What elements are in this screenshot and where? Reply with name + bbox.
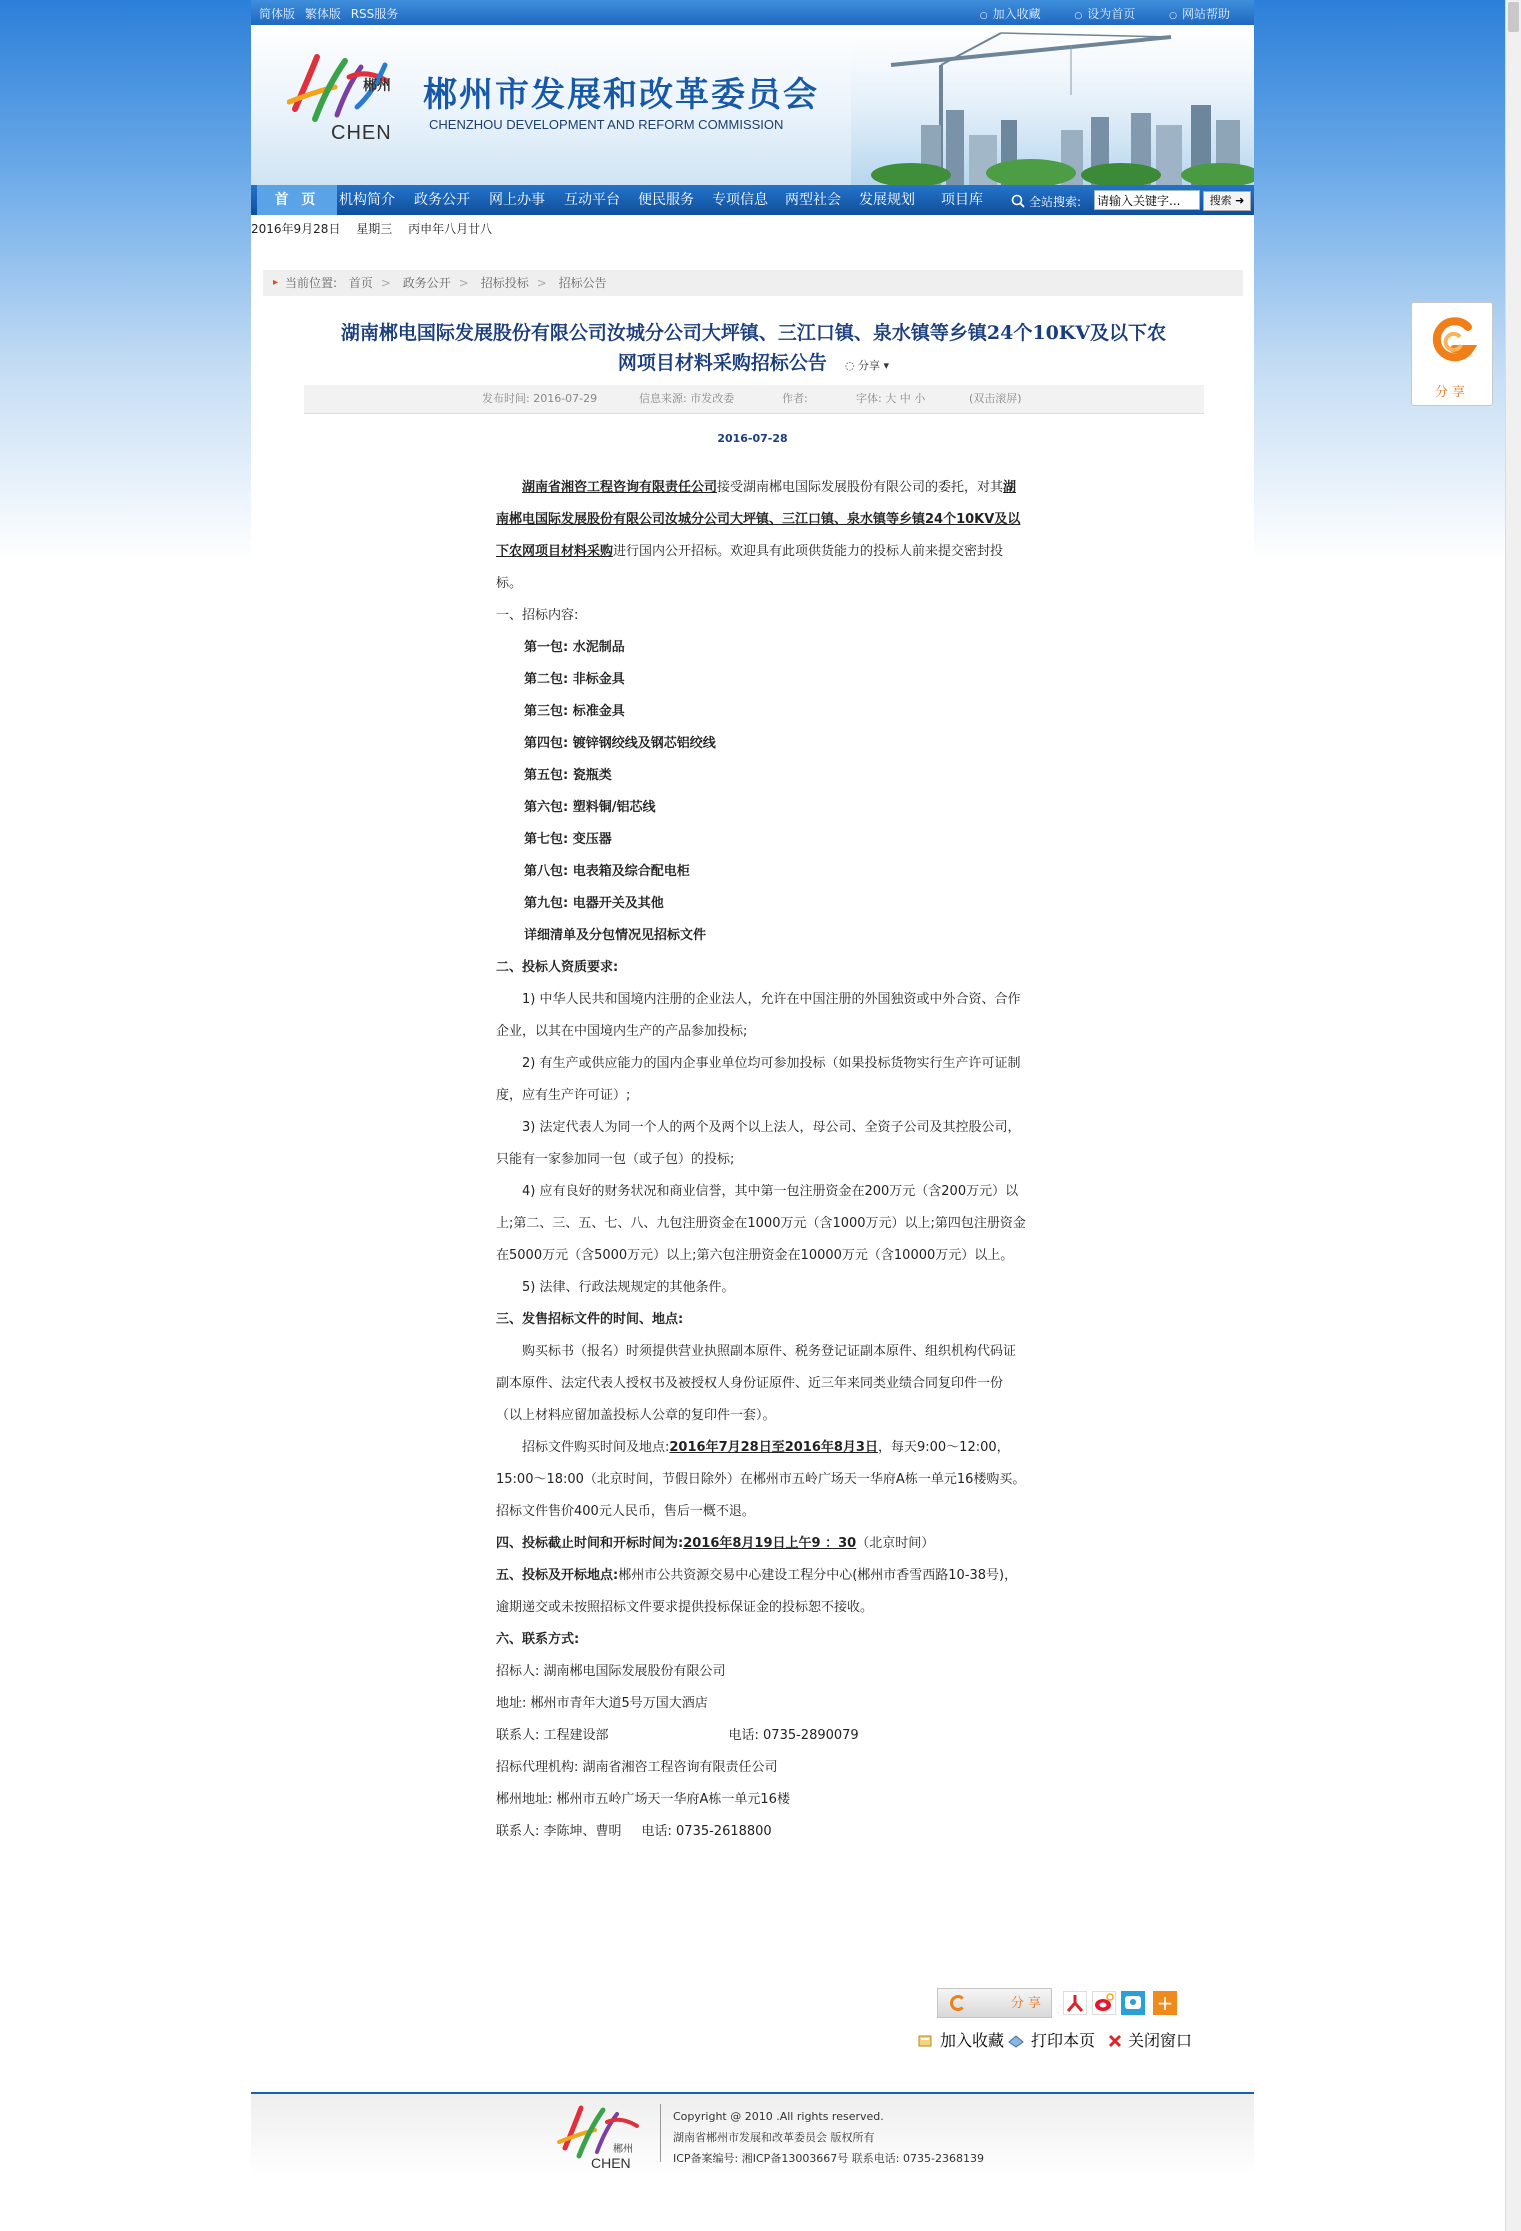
package-item: 第四包: 镀锌钢绞线及钢芯铝绞线 [524, 736, 716, 751]
bookmark-label: 加入收藏 [940, 2031, 1005, 2050]
purchase-time-label: 招标文件购买时间及地点: [522, 1440, 670, 1455]
section5-title: 五、投标及开标地点: [496, 1568, 619, 1583]
page-container [251, 0, 1254, 2231]
qualification-item: 2) 有生产或供应能力的国内企事业单位均可参加投标（如果投标货物实行生产许可证制度，应有生产许可证）; [496, 1056, 1021, 1103]
intro-text-2: 进行国内公开招标。欢迎具有此项供货能力的投标人前来提交密封投标。 [496, 544, 1004, 591]
search-input[interactable] [1094, 190, 1200, 210]
print-label: 打印本页 [1031, 2031, 1096, 2050]
rss-link[interactable]: RSS服务 [350, 7, 399, 21]
section4 [496, 1528, 1026, 1560]
contact-phone: 电话: 0735-2890079 [728, 1728, 859, 1743]
main-nav [251, 185, 1254, 215]
nav-item-project-library[interactable]: 项目库 [941, 192, 983, 208]
footer-icp: ICP备案编号: 湘ICP备13003667号 联系电话: 0735-2368139 [673, 2152, 984, 2165]
package-item: 第九包: 电器开关及其他 [524, 896, 664, 911]
section3-title: 三、发售招标文件的时间、地点: [496, 1312, 684, 1327]
purchase-date-range: 2016年7月28日至2016年8月3日 [669, 1440, 878, 1455]
bookmark-link[interactable] [918, 2028, 1004, 2051]
date-text: 2016年9月28日 [251, 222, 341, 236]
site-title: 郴州市发展和改革委员会 [423, 75, 819, 115]
close-window-link[interactable] [1108, 2028, 1192, 2051]
side-share-logo-icon [1428, 315, 1478, 365]
breadcrumb-bid-notice[interactable]: 招标公告 [558, 276, 607, 290]
share-logo-icon [950, 1995, 966, 2011]
site-subtitle: CHENZHOU DEVELOPMENT AND REFORM COMMISSION [429, 117, 784, 132]
package-item: 第三包: 标准金具 [524, 704, 625, 719]
article-meta [304, 385, 1204, 414]
meta-dblclick-scroll: (双击滚屏) [969, 392, 1022, 405]
package-note: 详细清单及分包情况见招标文件 [524, 928, 707, 943]
breadcrumb-arrow-icon: ▸ [273, 277, 279, 288]
share-weibo-icon[interactable] [1092, 1991, 1116, 2015]
nav-item-public-services[interactable]: 便民服务 [638, 192, 694, 208]
search-icon [1011, 194, 1025, 208]
meta-source: 信息来源: 市发改委 [639, 392, 735, 405]
deadline-timezone: （北京时间） [856, 1536, 935, 1551]
contact-agency: 招标代理机构: 湖南省湘咨工程咨询有限责任公司 [496, 1760, 778, 1775]
footer-separator [660, 2104, 661, 2162]
footer-logo-en: CHEN [591, 2155, 631, 2171]
breadcrumb-bidding[interactable]: 招标投标 [480, 276, 529, 290]
nav-item-online-services[interactable]: 网上办事 [489, 192, 545, 208]
meta-font-size[interactable]: 字体: 大 中 小 [856, 392, 926, 405]
contact-tenderer: 招标人: 湖南郴电国际发展股份有限公司 [496, 1664, 726, 1679]
vertical-scrollbar[interactable] [1505, 0, 1521, 2231]
section2-title: 二、投标人资质要求: [496, 960, 619, 975]
share-renren-icon[interactable] [1063, 1991, 1087, 2015]
nav-item-development-plan[interactable]: 发展规划 [859, 192, 915, 208]
contact-agency-phone: 电话: 0735-2618800 [641, 1824, 772, 1839]
logo-english-text: CHEN [331, 122, 392, 144]
package-item: 第一包: 水泥制品 [524, 640, 625, 655]
bookmark-icon [918, 2034, 934, 2048]
qualification-item: 4) 应有良好的财务状况和商业信誉，其中第一包注册资金在200万元（含200万元）以上;第二、三、五、七、八、九包注册资金在1000万元（含1000万元）以上;第四包注册资金在5000万元（含5000万元）以上;第六包注册资金在10000万元（含10000万元）以上。 [496, 1184, 1026, 1263]
breadcrumb-gov-affairs[interactable]: 政务公开 [402, 276, 451, 290]
nav-home[interactable]: 首 页 [257, 185, 337, 215]
meta-published: 发布时间: 2016-07-29 [482, 392, 598, 405]
nav-item-gov-affairs[interactable]: 政务公开 [414, 192, 470, 208]
add-favorite-link[interactable]: ○ 加入收藏 [980, 7, 1041, 21]
footer-owner: 湖南省郴州市发展和改革委员会 版权所有 [673, 2131, 875, 2144]
section5 [496, 1560, 1026, 1624]
section1-title: 一、招标内容: [496, 608, 579, 623]
footer-text [673, 2106, 984, 2169]
site-help-link[interactable]: ○ 网站帮助 [1169, 7, 1230, 21]
article-title [301, 318, 1206, 381]
qualification-item: 1) 中华人民共和国境内注册的企业法人，允许在中国注册的外国独资或中外合资、合作企业，以其在中国境内生产的产品参加投标; [496, 992, 1021, 1039]
intro-text-1: 接受湖南郴电国际发展股份有限公司的委托，对其 [717, 480, 1004, 495]
article-title-line2: 网项目材料采购招标公告 [617, 352, 827, 374]
logo-chinese-text: 郴州 [363, 78, 391, 94]
section5-text: 郴州市公共资源交易中心建设工程分中心(郴州市香雪西路10-38号)，逾期递交或未按照招标文件要求提供投标保证金的投标恕不接收。 [496, 1568, 1018, 1615]
print-link[interactable] [1007, 2028, 1095, 2051]
share-qq-icon[interactable] [1121, 1991, 1145, 2015]
article-date: 2016-07-28 [717, 432, 788, 445]
footer-logo-icon [557, 2100, 647, 2172]
package-item: 第五包: 瓷瓶类 [524, 768, 612, 783]
deadline-time: 2016年8月19日上午9 ：30 [683, 1536, 857, 1551]
close-icon [1108, 2034, 1122, 2048]
package-item: 第七包: 变压器 [524, 832, 612, 847]
city-skyline-illustration [851, 25, 1254, 185]
scrollbar-thumb[interactable] [1508, 2, 1519, 32]
intro-paragraph [496, 472, 1026, 600]
set-homepage-link[interactable]: ○ 设为首页 [1074, 7, 1135, 21]
breadcrumb: ▸ 当前位置: 首页 > 政务公开 > 招标投标 > 招标公告 [263, 270, 1243, 296]
share-button[interactable] [937, 1988, 1052, 2018]
side-share-widget[interactable] [1411, 302, 1493, 406]
search-button[interactable]: 搜索 ➜ [1203, 191, 1251, 211]
article-body [496, 472, 1026, 1848]
nav-item-two-oriented-society[interactable]: 两型社会 [785, 192, 841, 208]
breadcrumb-home[interactable]: 首页 [348, 276, 373, 290]
language-links [259, 5, 404, 22]
qualification-item: 5) 法律、行政法规规定的其他条件。 [522, 1280, 735, 1295]
side-share-label: 分享 [1434, 385, 1469, 400]
contact-agency-address: 郴州地址: 郴州市五岭广场天一华府A栋一单元16楼 [496, 1792, 790, 1807]
lunar-date-text: 丙申年八月廿八 [408, 222, 493, 236]
share-bar [937, 1988, 1253, 2018]
article-title-line1: 湖南郴电国际发展股份有限公司汝城分公司大坪镇、三江口镇、泉水镇等乡镇24个10KV及以下农 [340, 322, 1167, 344]
current-date [251, 220, 504, 237]
contact-person: 联系人: 工程建设部 [496, 1728, 609, 1743]
title-share-link[interactable]: ◌ 分享 ▾ [844, 359, 890, 372]
contact-agency-person-line [496, 1816, 1026, 1848]
lang-traditional-link[interactable]: 繁体版 [304, 7, 341, 21]
section4-title: 四、投标截止时间和开标时间为: [496, 1536, 684, 1551]
qualification-item: 3) 法定代表人为同一个人的两个及两个以上法人，母公司、全资子公司及其控股公司，只能有一家参加同一包（或子包）的投标; [496, 1120, 1021, 1167]
share-button-label: 分 享 [1010, 1996, 1041, 2011]
breadcrumb-label: 当前位置: [285, 276, 338, 290]
site-banner [251, 25, 1254, 185]
title-share-label: 分享 [858, 359, 881, 372]
nav-item-special-info[interactable]: 专项信息 [712, 192, 768, 208]
contact-agency-person: 联系人: 李陈坤、曹明 [496, 1824, 622, 1839]
share-more-icon[interactable]: + [1153, 1991, 1177, 2015]
package-item: 第二包: 非标金具 [524, 672, 625, 687]
package-item: 第八包: 电表箱及综合配电柜 [524, 864, 690, 879]
contact-address: 地址: 郴州市青年大道5号万国大酒店 [496, 1696, 708, 1711]
meta-author: 作者: [782, 392, 808, 405]
section3-paragraph1: 购买标书（报名）时须提供营业执照副本原件、税务登记证副本原件、组织机构代码证副本原件、法定代表人授权书及被授权人身份证原件、近三年来同类业绩合同复印件一份（以上材料应留加盖投标人公章的复印件一套）。 [496, 1344, 1017, 1423]
package-item: 第六包: 塑料铜/铝芯线 [524, 800, 656, 815]
lang-simplified-link[interactable]: 简体版 [259, 7, 296, 21]
nav-item-interaction[interactable]: 互动平台 [564, 192, 620, 208]
weekday-text: 星期三 [356, 222, 393, 236]
search-label: 全站搜索: [1029, 195, 1082, 209]
intro-project: 湖南郴电国际发展股份有限公司汝城分公司大坪镇、三江口镇、泉水镇等乡镇24个10KV及以下农网项目材料采购 [496, 480, 1021, 559]
utility-links [950, 5, 1230, 22]
nav-item-org-intro[interactable]: 机构简介 [339, 192, 395, 208]
section3-paragraph2 [496, 1432, 1026, 1528]
top-bar [251, 0, 1254, 25]
search-button-label: 搜索 [1209, 194, 1232, 207]
contact-person-line [496, 1720, 1026, 1752]
close-window-label: 关闭窗口 [1128, 2031, 1193, 2050]
footer-copyright: Copyright @ 2010 .All rights reserved. [673, 2110, 884, 2123]
purchase-details: ，每天9:00～12:00，15:00～18:00（北京时间，节假日除外）在郴州市五岭广场天一华府A栋一单元16楼购买。招标文件售价400元人民币，售后一概不退。 [496, 1440, 1026, 1519]
print-icon [1007, 2034, 1025, 2048]
section6-title: 六、联系方式: [496, 1632, 580, 1647]
intro-agency: 湖南省湘咨工程咨询有限责任公司 [522, 480, 718, 495]
footer-logo-cn: 郴州 [613, 2144, 633, 2155]
